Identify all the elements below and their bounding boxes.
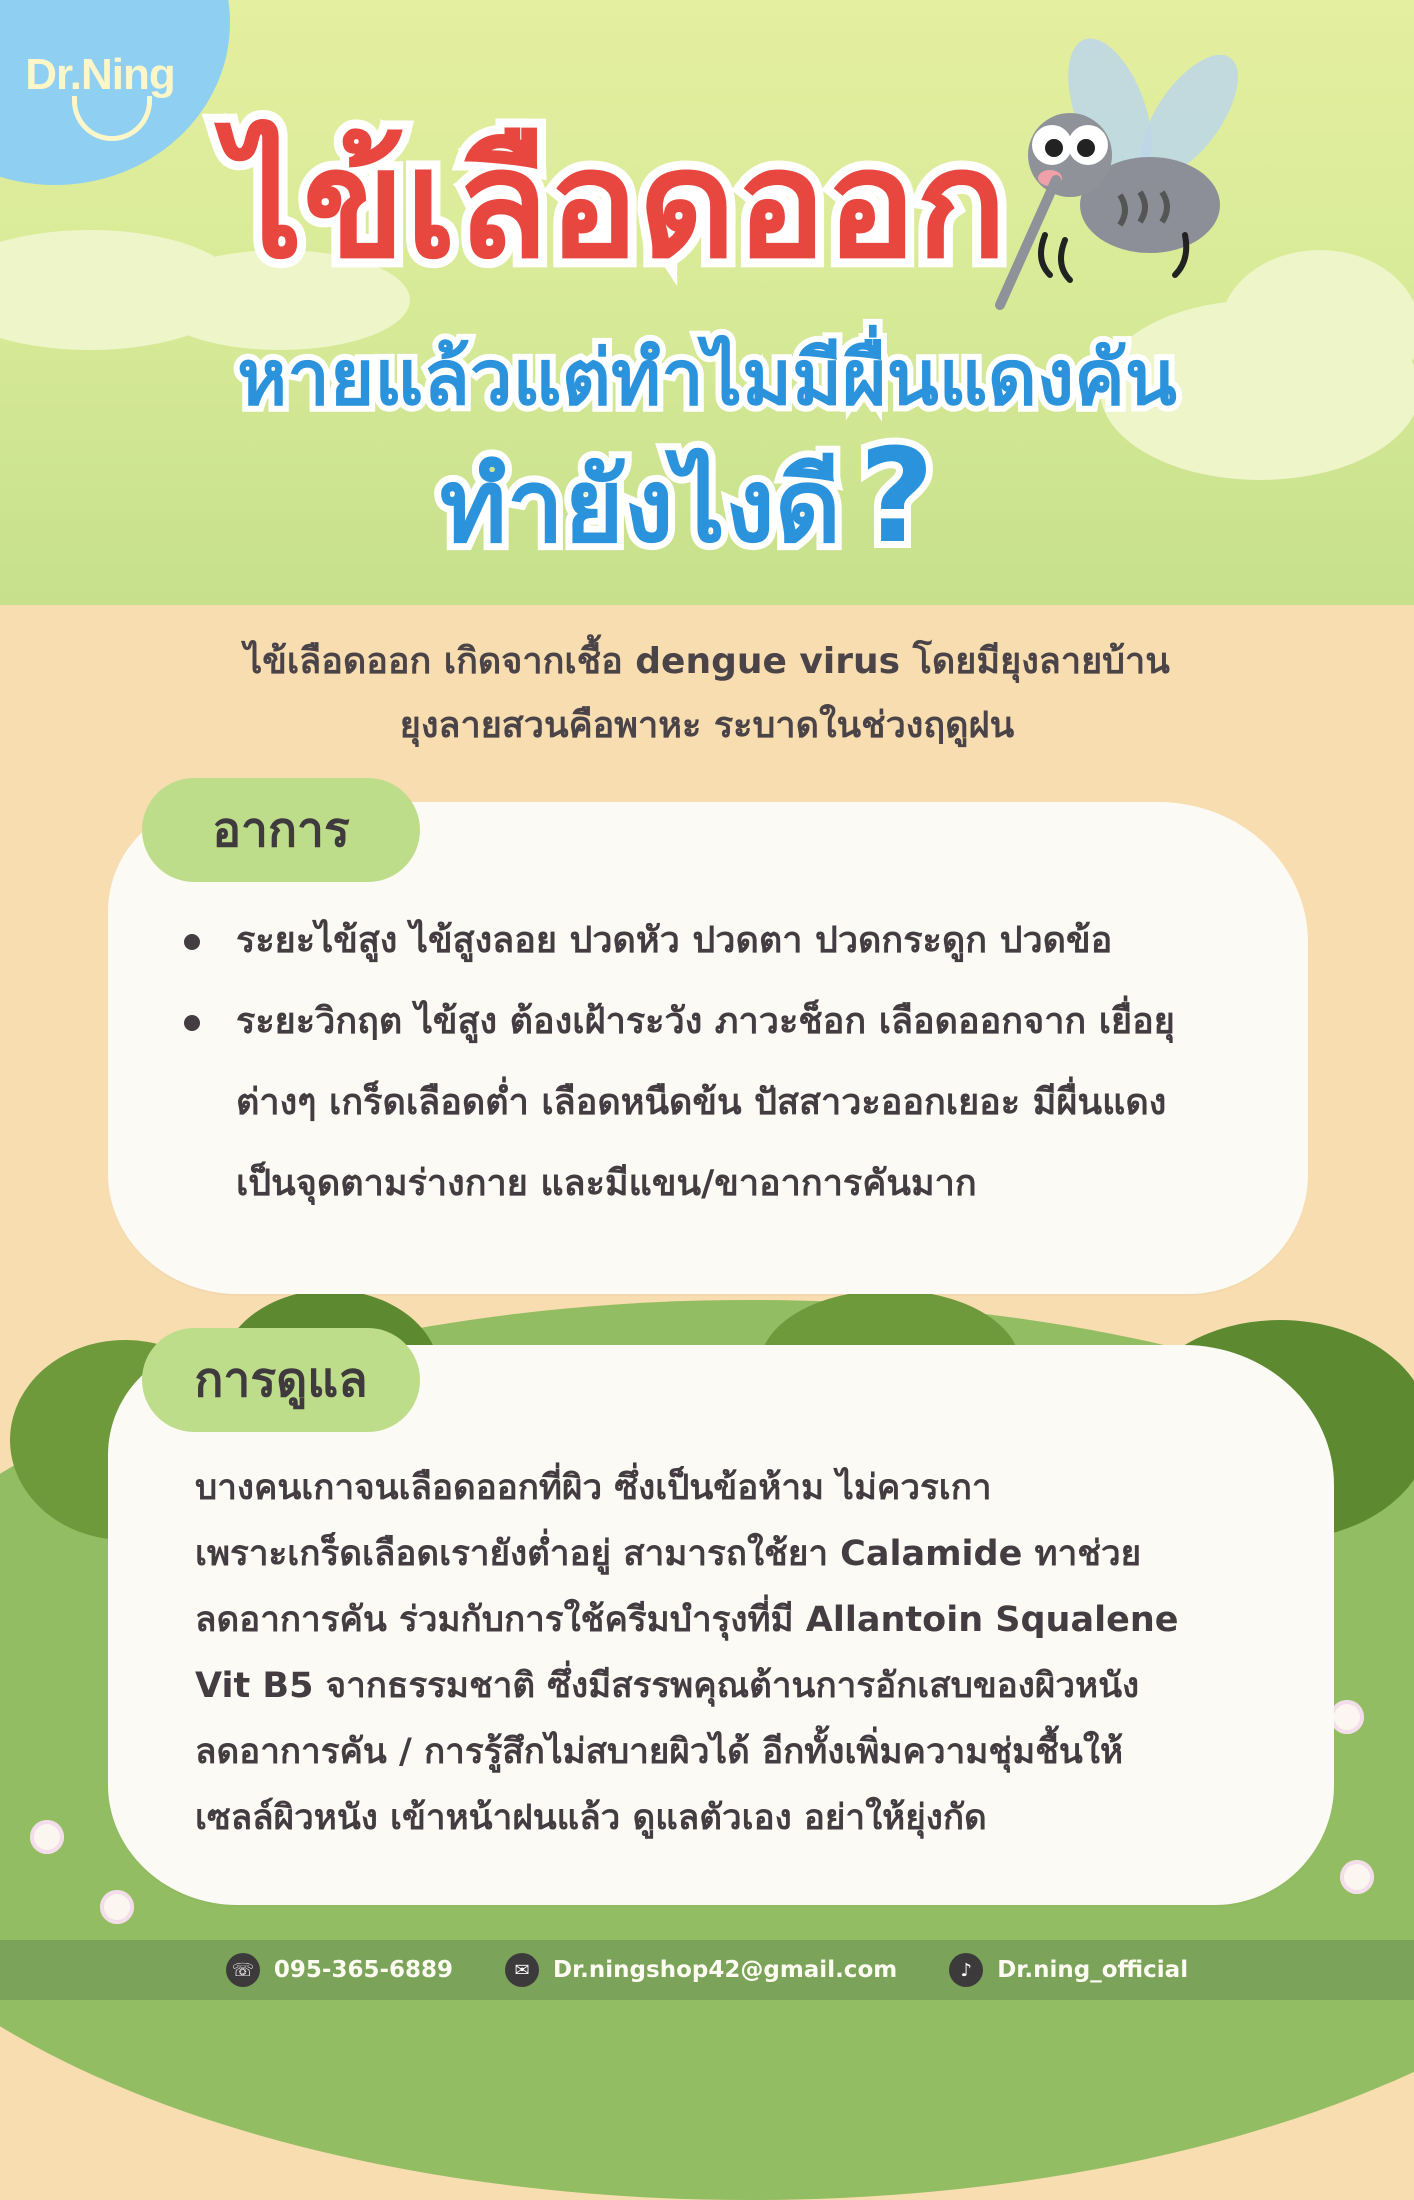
title-line-3-text: ทำยังไงดี [439, 447, 841, 566]
care-line: เพราะเกร็ดเลือดเรายังต่ำอยู่ สามารถใช้ยา Calamide ทาช่วย [195, 1534, 1142, 1574]
header-banner [0, 0, 1414, 605]
symptoms-heading: อาการ [142, 778, 420, 882]
mail-icon: ✉ [505, 1953, 539, 1987]
flower-decoration [30, 1820, 64, 1854]
flower-decoration [1330, 1700, 1364, 1734]
care-heading: การดูแล [142, 1328, 420, 1432]
contact-email[interactable] [505, 1953, 897, 1987]
intro-text [150, 630, 1264, 758]
care-line: ลดอาการคัน / การรู้สึกไม่สบายผิวได้ อีกทั้งเพิ่มความชุ่มชื้นให้ [195, 1732, 1124, 1772]
intro-line-2: ยุงลายสวนคือพาหะ ระบาดในช่วงฤดูฝน [399, 705, 1015, 746]
question-mark: ? [859, 420, 935, 572]
care-line: บางคนเกาจนเลือดออกที่ผิว ซึ่งเป็นข้อห้าม ไม่ควรเกา [195, 1468, 992, 1508]
symptom-item: ระยะวิกฤต ไข้สูง ต้องเฝ้าระวัง ภาวะช็อก เลือดออกจาก เยื่อยุต่างๆ เกร็ดเลือดต่ำ เลือดหนืดข้น ปัสสาวะออกเยอะ มีผื่นแดง เป็นจุดตามร่างกาย และมีแขน/ขาอาการคันมาก [180, 981, 1260, 1224]
contact-tiktok[interactable] [949, 1953, 1188, 1987]
care-line: เซลล์ผิวหนัง เข้าหน้าฝนแล้ว ดูแลตัวเอง อย่าให้ยุ่งกัด [195, 1798, 987, 1838]
brand-logo: Dr.Ning [25, 50, 175, 99]
title-line-3 [0, 420, 1394, 586]
care-line: Vit B5 จากธรรมชาติ ซึ่งมีสรรพคุณต้านการอักเสบของผิวหนัง [195, 1666, 1140, 1706]
footer-contact-bar [0, 1940, 1414, 2000]
email-address: Dr.ningshop42@gmail.com [553, 1957, 898, 1983]
title-line-1: ไข้เลือดออก [227, 118, 1007, 292]
flower-decoration [1340, 1860, 1374, 1894]
care-line: ลดอาการคัน ร่วมกับการใช้ครีมบำรุงที่มี Allantoin Squalene [195, 1600, 1179, 1640]
intro-line-1: ไข้เลือดออก เกิดจากเชื้อ dengue virus โดยมียุงลายบ้าน [244, 641, 1170, 682]
tiktok-icon: ♪ [949, 1953, 983, 1987]
flower-decoration [100, 1890, 134, 1924]
contact-phone[interactable] [226, 1953, 453, 1987]
phone-number: 095-365-6889 [273, 1957, 454, 1983]
title-line-2: หายแล้วแต่ทำไมมีผื่นแดงคัน [237, 333, 1177, 422]
tiktok-handle: Dr.ning_official [997, 1957, 1189, 1983]
phone-icon: ☏ [226, 1953, 260, 1987]
symptoms-list [180, 900, 1260, 1224]
symptom-item: ระยะไข้สูง ไข้สูงลอย ปวดหัว ปวดตา ปวดกระดูก ปวดข้อ [180, 900, 1260, 981]
care-text [195, 1455, 1295, 1851]
